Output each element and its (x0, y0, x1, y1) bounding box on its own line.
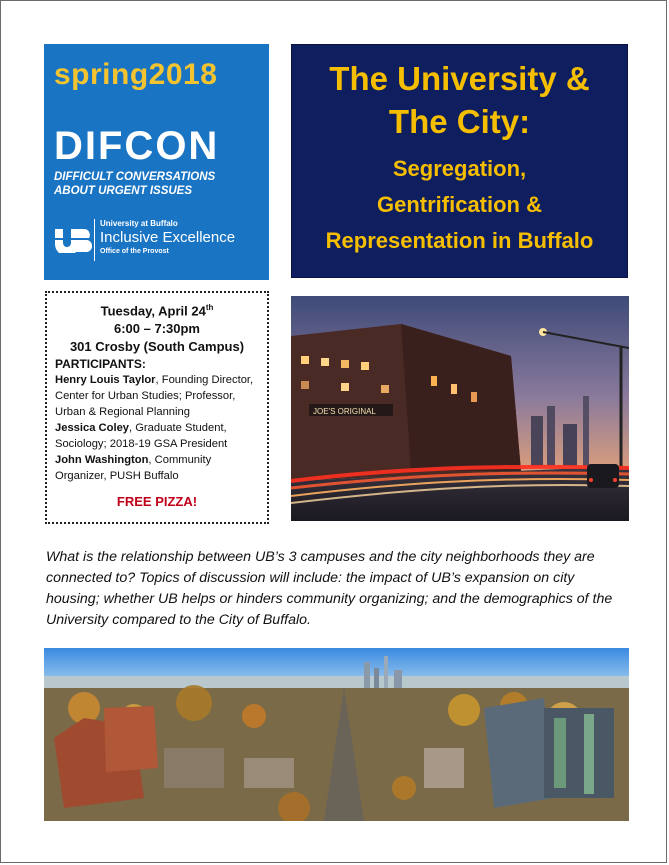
free-pizza-note: FREE PIZZA! (116, 494, 198, 510)
participant-name: Henry Louis Taylor (55, 374, 156, 387)
street-photo (291, 296, 629, 521)
event-location: 301 Crosby (South Campus) (69, 339, 245, 355)
participant-role: , Graduate Student, Sociology; 2018-19 GSA President (55, 422, 228, 451)
participants-heading: PARTICIPANTS: (55, 357, 146, 372)
street-photo-image (291, 296, 629, 521)
participant-role: , Founding Director, Center for Urban Studies; Professor, Urban & Regional Planning (55, 374, 254, 419)
difcon-subtitle-line1: DIFFICULT CONVERSATIONS (54, 171, 216, 183)
photo-sign-text: JOE'S ORIGINAL (313, 407, 376, 416)
event-subtitle-line3: Representation in Buffalo (325, 228, 594, 253)
inclusive-excellence-text (100, 219, 235, 257)
org-university: University at Buffalo (100, 219, 178, 228)
difcon-subtitle (54, 170, 215, 198)
participant-role: , Community Organizer, PUSH Buffalo (55, 454, 212, 483)
participant-entry (55, 372, 261, 420)
event-title-block (291, 44, 628, 278)
participant-name: Jessica Coley (55, 422, 130, 435)
event-day: Tuesday, April 24 (100, 303, 206, 319)
participant-name: John Washington (55, 454, 149, 467)
ub-logo-icon (54, 227, 92, 253)
event-details-box (45, 291, 269, 524)
city-panorama-image (44, 648, 629, 821)
difcon-branding-block (44, 44, 269, 280)
city-panorama-photo (44, 648, 629, 821)
event-subtitle (292, 151, 627, 259)
event-time: 6:00 – 7:30pm (114, 321, 200, 337)
difcon-logo-text: DIFCON (54, 124, 220, 168)
season-label: spring2018 (54, 58, 218, 91)
event-day-suffix: th (205, 303, 214, 312)
event-subtitle-line1: Segregation, (392, 156, 527, 181)
participant-entry (55, 452, 261, 484)
event-description: What is the relationship between UB’s 3 campuses and the city neighborhoods they are connected to? Topics of discussion will include: the impact of UB’s expansion on city housing; whether UB helps or hinders community organizing; and the demographics of the University compared to the City of Buffalo. (46, 549, 613, 628)
event-title-line1: The University & (329, 60, 590, 97)
ub-logo-divider (94, 219, 95, 261)
event-subtitle-line2: Gentrification & (376, 192, 542, 217)
org-provost: Office of the Provost (100, 248, 169, 255)
difcon-subtitle-line2: ABOUT URGENT ISSUES (54, 185, 193, 197)
participant-entry (55, 420, 261, 452)
event-title-line2: The City: (388, 103, 531, 140)
event-title (292, 57, 627, 143)
event-date (47, 299, 267, 320)
org-inclusive-excellence: Inclusive Excellence (100, 229, 236, 246)
